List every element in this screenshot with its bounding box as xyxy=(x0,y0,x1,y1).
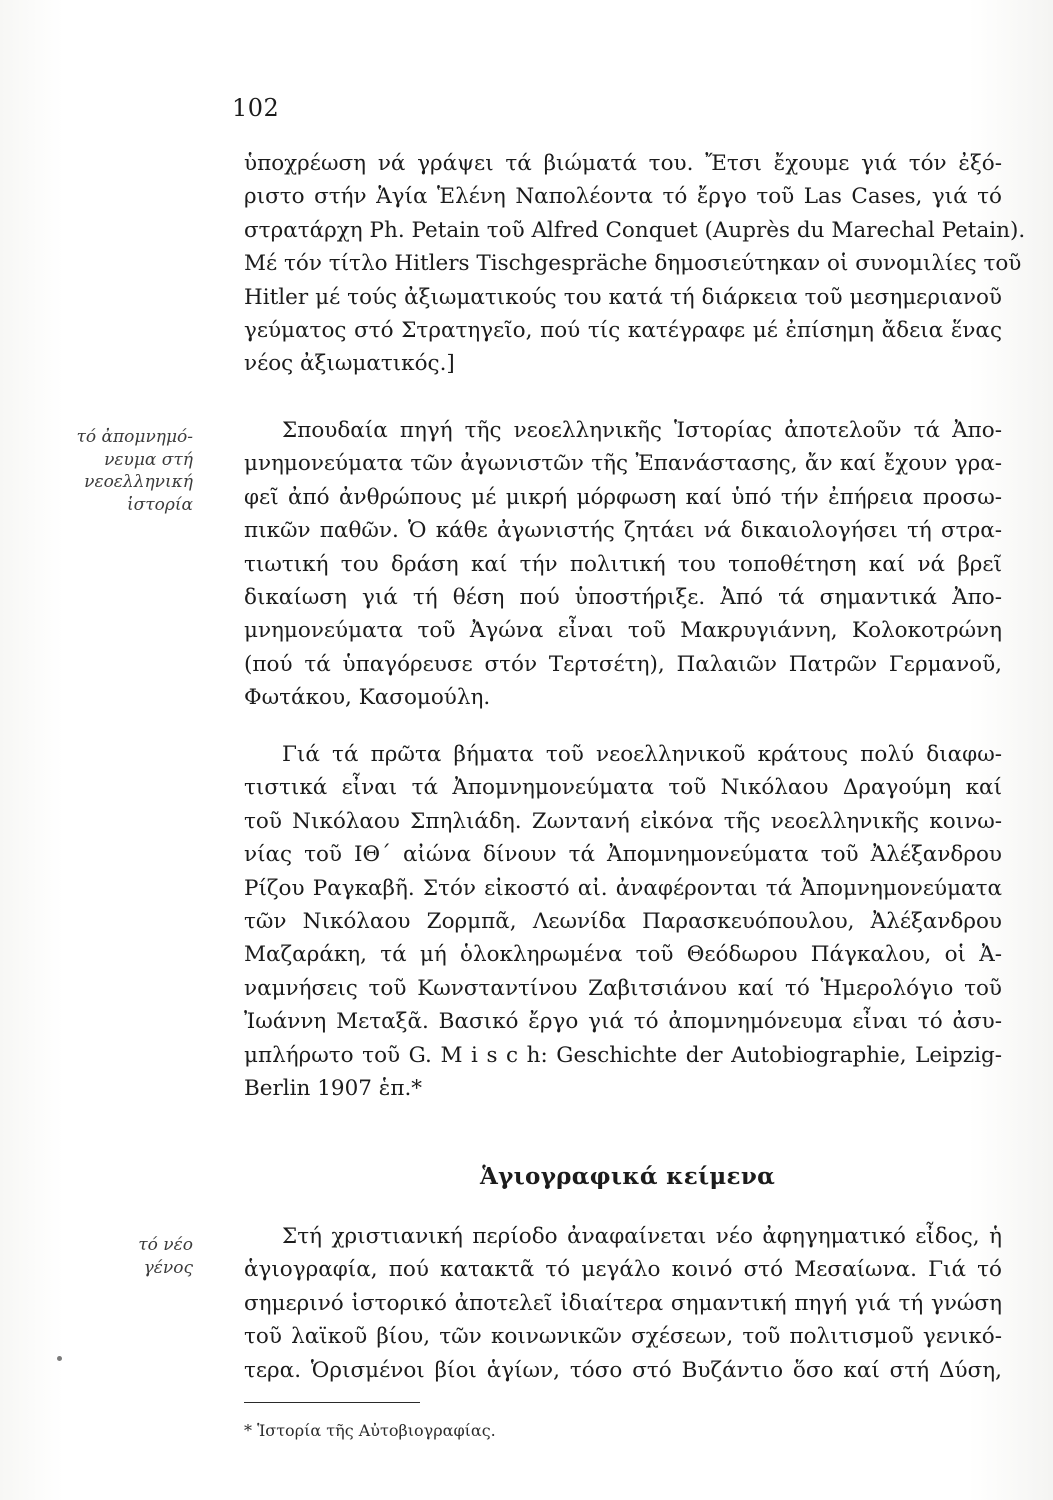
text-line: σημερινό ἱστορικό ἀποτελεῖ ἰδιαίτερα σημαντική πηγή γιά τή γνώση xyxy=(244,1290,1002,1316)
margin-note-memoirs xyxy=(76,426,193,516)
text-line: ὑποχρέωση νά γράψει τά βιώματά του. Ἔτσι ἔχουμε γιά τόν ἐξό- xyxy=(244,151,1002,176)
text-line: τιστικά εἶναι τά Ἀπομνημονεύματα τοῦ Νικόλαου Δραγούμη καί xyxy=(244,775,1002,801)
paragraph-modern-state-memoirs xyxy=(244,738,1002,1105)
text-line: νίας τοῦ ΙΘ΄ αἰώνα δίνουν τά Ἀπομνημονεύματα τοῦ Ἀλέξανδρου xyxy=(244,842,1002,868)
margin-note-line: τό ἀπομνημό- xyxy=(76,427,193,447)
margin-note-line: τό νέο xyxy=(138,1235,193,1255)
margin-note-line: ἱστορία xyxy=(126,494,193,515)
margin-note-new-genre xyxy=(138,1234,193,1279)
text-line: τιωτική του δράση καί τήν πολιτική του τοποθέτηση καί νά βρεῖ xyxy=(244,551,1002,577)
text-line: νέος ἀξιωματικός.] xyxy=(244,351,455,377)
paragraph-continuation xyxy=(244,147,1026,381)
text-line: τῶν Νικόλαου Ζορμπᾶ, Λεωνίδα Παρασκευόπουλου, Ἀλέξανδρου xyxy=(244,908,1002,934)
text-line: τοῦ Νικόλαου Σπηλιάδη. Ζωντανή εἰκόνα τῆς νεοελληνικῆς κοινω- xyxy=(244,808,1002,834)
text-line: (πού τά ὑπαγόρευσε στόν Τερτσέτη), Παλαιῶν Πατρῶν Γερμανοῦ, xyxy=(244,651,1002,677)
text-line: γεύματος στό Στρατηγεῖο, πού τίς κατέγραφε μέ ἐπίσημη ἄδεια ἕνας xyxy=(244,317,1002,343)
text-line: ριστο στήν Ἁγία Ἑλένη Ναπολέοντα τό ἔργο τοῦ Las Cases, γιά τό xyxy=(244,184,1002,210)
margin-note-line: νεοελληνική xyxy=(84,472,193,492)
text-line: μνημονεύματα τῶν ἀγωνιστῶν τῆς Ἐπανάστασης, ἄν καί ἔχουν γρα- xyxy=(244,451,1002,477)
ink-speck xyxy=(57,1356,62,1361)
text-line: Μαζαράκη, τά μή ὁλοκληρωμένα τοῦ Θεόδωρου Πάγκαλου, οἱ Ἀ- xyxy=(244,942,1002,968)
text-line: πικῶν παθῶν. Ὁ κάθε ἀγωνιστής ζητάει νά δικαιολογήσει τή στρα- xyxy=(244,518,1002,544)
text-line: Γιά τά πρῶτα βήματα τοῦ νεοελληνικοῦ κράτους πολύ διαφω- xyxy=(282,742,1002,767)
text-line: Σπουδαία πηγή τῆς νεοελληνικῆς Ἱστορίας ἀποτελοῦν τά Ἀπο- xyxy=(282,418,1002,443)
text-line: φεῖ ἀπό ἀνθρώπους μέ μικρή μόρφωση καί ὑπό τήν ἐπήρεια προσω- xyxy=(244,484,1002,510)
text-line: Μέ τόν τίτλο Hitlers Tischgespräche δημοσιεύτηκαν οἱ συνομιλίες τοῦ xyxy=(244,251,1022,277)
text-line: Φωτάκου, Κασομούλη. xyxy=(244,685,491,711)
text-line: μπλήρωτο τοῦ G. M i s c h: Geschichte der Autobiographie, Leipzig- xyxy=(244,1042,1002,1068)
margin-note-line: γένος xyxy=(143,1257,193,1278)
text-line: ναμνήσεις τοῦ Κωνσταντίνου Ζαβιτσιάνου καί τό Ἡμερολόγιο τοῦ xyxy=(244,975,1002,1001)
text-line: τερα. Ὁρισμένοι βίοι ἁγίων, τόσο στό Βυζάντιο ὅσο καί στή Δύση, xyxy=(244,1357,1002,1383)
text-line: Στή χριστιανική περίοδο ἀναφαίνεται νέο ἀφηγηματικό εἶδος, ἡ xyxy=(282,1224,1002,1249)
text-line: Berlin 1907 ἑπ.* xyxy=(244,1075,423,1101)
footnote-divider xyxy=(244,1402,420,1403)
section-heading: Ἁγιογραφικά κείμενα xyxy=(480,1163,776,1190)
text-line: Hitler μέ τούς ἀξιωματικούς του κατά τή διάρκεια τοῦ μεσημεριανοῦ xyxy=(244,284,1002,310)
text-line: μνημονεύματα τοῦ Ἀγώνα εἶναι τοῦ Μακρυγιάννη, Κολοκοτρώνη xyxy=(244,618,1002,644)
text-line: δικαίωση γιά τή θέση πού ὑποστήριξε. Ἀπό τά σημαντικά Ἀπο- xyxy=(244,584,1002,610)
text-line: τοῦ λαϊκοῦ βίου, τῶν κοινωνικῶν σχέσεων, τοῦ πολιτισμοῦ γενικό- xyxy=(244,1324,1002,1350)
paragraph-memoirs-revolution xyxy=(244,414,1002,715)
margin-note-line: νευμα στή xyxy=(104,449,193,470)
page-number: 102 xyxy=(232,94,280,122)
paragraph-hagiography xyxy=(244,1220,1002,1387)
footnote: * Ἱστορία τῆς Αὐτοβιογραφίας. xyxy=(244,1421,496,1440)
text-line: Ρίζου Ραγκαβῆ. Στόν εἰκοστό αἰ. ἀναφέρονται τά Ἀπομνημονεύματα xyxy=(244,875,1002,901)
text-line: Ἰωάννη Μεταξᾶ. Βασικό ἔργο γιά τό ἀπομνημόνευμα εἶναι τό ἀσυ- xyxy=(244,1009,1002,1035)
text-line: ἁγιογραφία, πού κατακτᾶ τό μεγάλο κοινό στό Μεσαίωνα. Γιά τό xyxy=(244,1257,1002,1283)
text-line: στρατάρχη Ph. Petain τοῦ Alfred Conquet (Auprès du Marechal Petain). xyxy=(244,217,1026,243)
